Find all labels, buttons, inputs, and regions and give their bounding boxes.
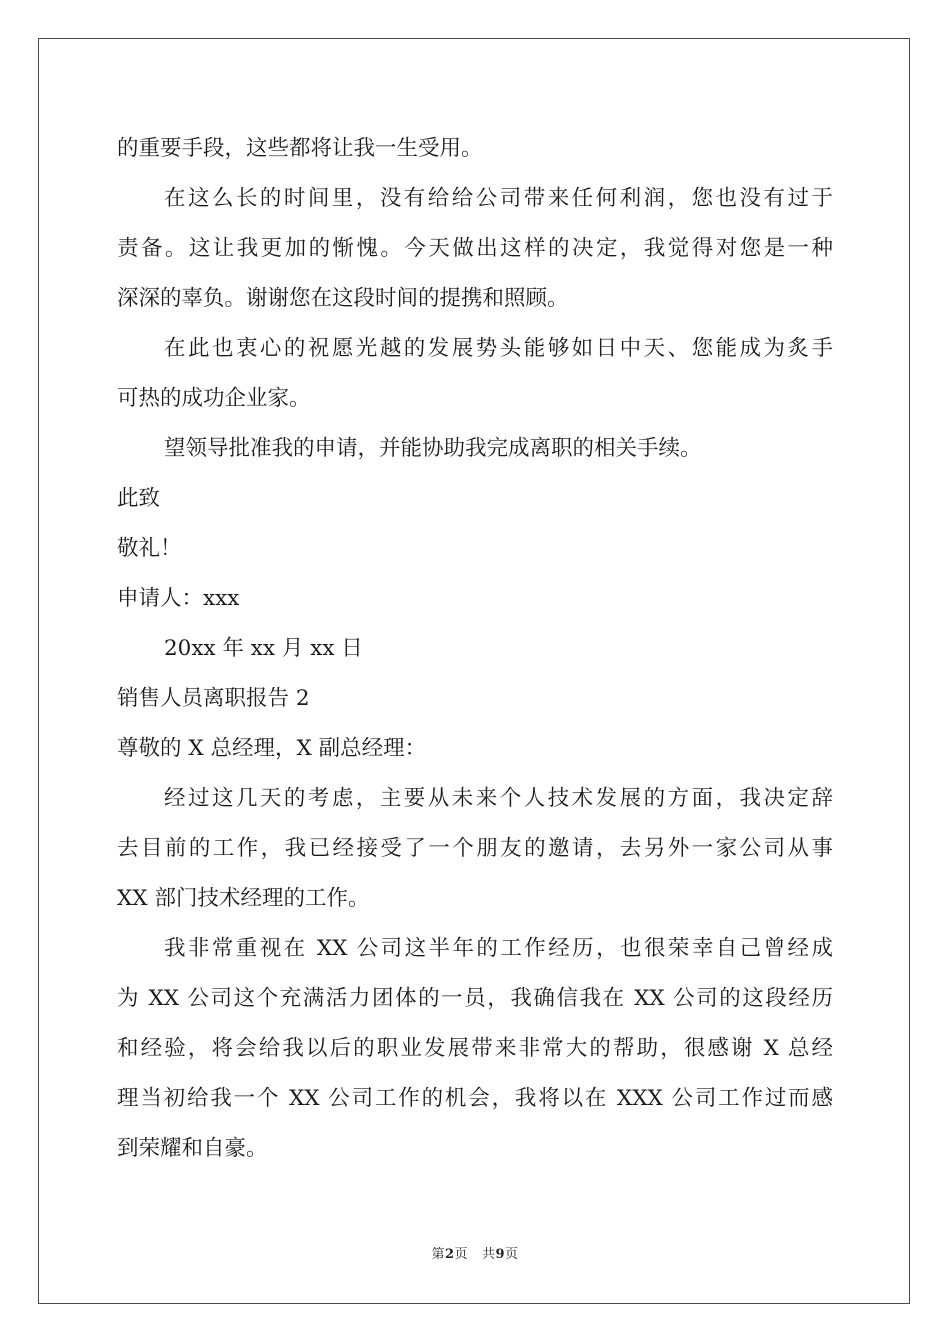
body-line: 去目前的工作，我已经接受了一个朋友的邀请，去另外一家公司从事	[117, 836, 833, 861]
body-line: 为 XX 公司这个充满活力团体的一员，我确信我在 XX 公司的这段经历	[117, 986, 833, 1011]
closing-salutation: 此致	[117, 486, 161, 511]
page-suffix: 页	[454, 1247, 469, 1262]
total-suffix: 页	[505, 1247, 519, 1262]
paragraph-line: 望领导批准我的申请，并能协助我完成离职的相关手续。	[164, 436, 702, 461]
paragraph-line: 经过这几天的考虑，主要从未来个人技术发展的方面，我决定辞	[164, 786, 833, 811]
body-line: 深深的辜负。谢谢您在这段时间的提携和照顾。	[117, 286, 569, 311]
current-page-number: 2	[444, 1247, 455, 1262]
body-line: 和经验，将会给我以后的职业发展带来非常大的帮助，很感谢 X 总经	[117, 1036, 833, 1061]
body-line: 责备。这让我更加的惭愧。今天做出这样的决定，我觉得对您是一种	[117, 236, 833, 261]
page-prefix: 第	[431, 1247, 445, 1262]
date-line: 20xx 年 xx 月 xx 日	[164, 636, 363, 661]
section-title: 销售人员离职报告 2	[117, 686, 310, 711]
closing-regards: 敬礼！	[117, 536, 182, 561]
total-page-number: 9	[495, 1247, 506, 1262]
paragraph-line: 我非常重视在 XX 公司这半年的工作经历，也很荣幸自己曾经成	[164, 936, 833, 961]
paragraph-line: 在此也衷心的祝愿光越的发展势头能够如日中天、您能成为炙手	[164, 336, 833, 361]
body-line: 理当初给我一个 XX 公司工作的机会，我将以在 XXX 公司工作过而感	[117, 1086, 833, 1111]
paragraph-line: 在这么长的时间里，没有给给公司带来任何利润，您也没有过于	[164, 186, 833, 211]
body-line: 的重要手段，这些都将让我一生受用。	[117, 136, 483, 161]
body-line: 到荣耀和自豪。	[117, 1136, 268, 1161]
greeting-line: 尊敬的 X 总经理，X 副总经理：	[117, 736, 427, 761]
total-prefix: 共	[481, 1247, 496, 1262]
applicant-line: 申请人：xxx	[117, 586, 240, 611]
body-line: XX 部门技术经理的工作。	[117, 886, 370, 911]
page-footer	[0, 1243, 950, 1262]
body-line: 可热的成功企业家。	[117, 386, 311, 411]
